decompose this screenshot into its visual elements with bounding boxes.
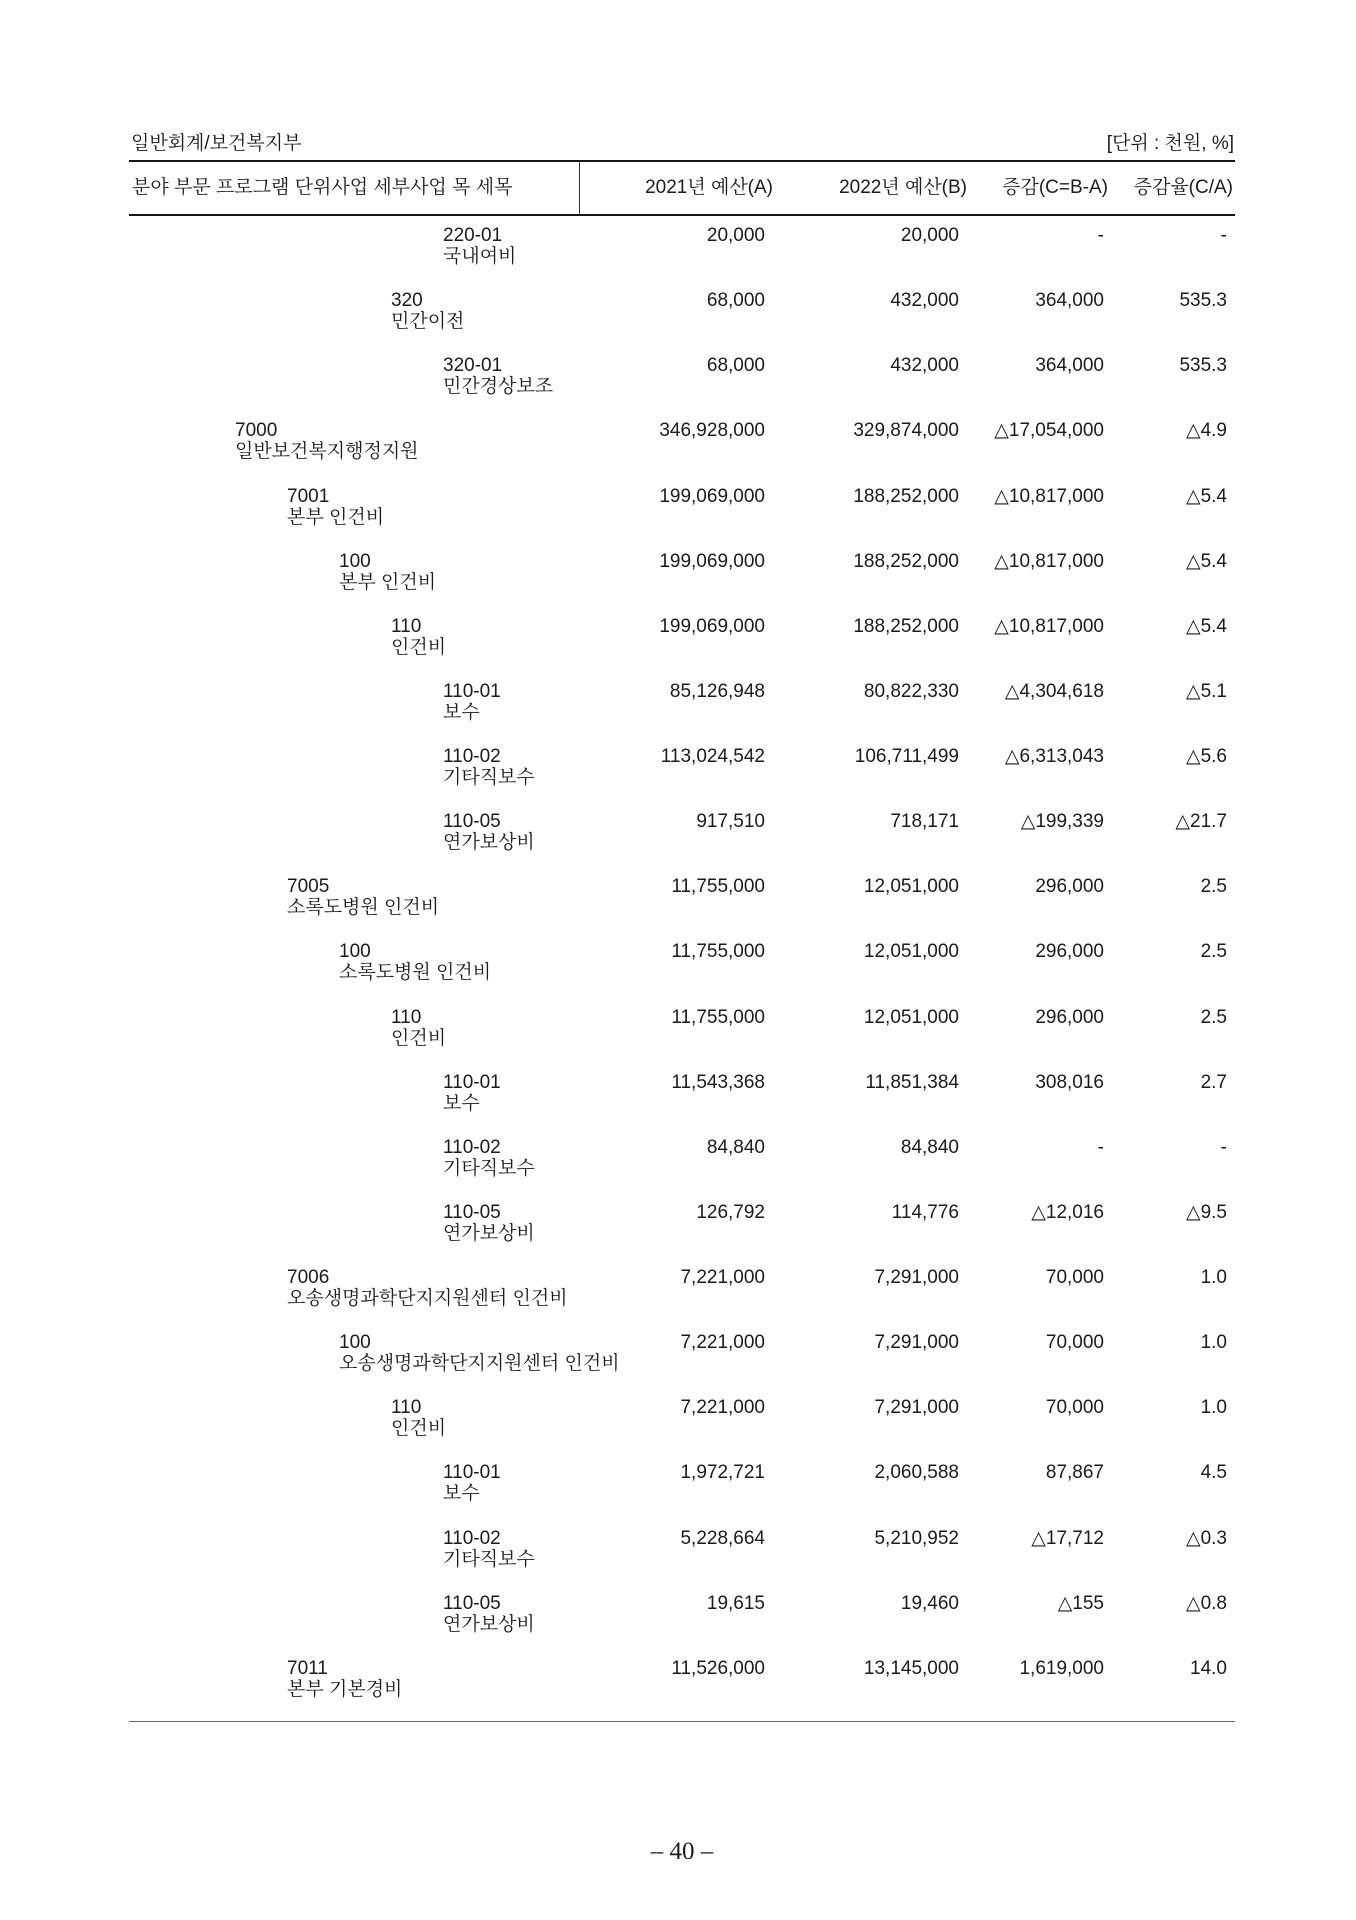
cell-change-rate: △0.3 [1185, 1527, 1227, 1549]
cell-budget-2022: 718,171 [890, 811, 959, 833]
row-code: 7011 [287, 1657, 328, 1679]
cell-budget-2021: 20,000 [706, 225, 765, 246]
cell-budget-2021: 113,024,542 [660, 746, 765, 767]
row-name: 연가보상비 [443, 1613, 535, 1635]
header-budget-2021 [580, 162, 775, 214]
row-label [129, 811, 580, 867]
row-label [129, 1267, 580, 1323]
table-row [129, 867, 1235, 932]
cell-budget-2022: 329,874,000 [853, 420, 959, 442]
section-label: 일반회계/보건복지부 [131, 133, 302, 154]
header-change-rate [1110, 162, 1235, 214]
header-name [129, 162, 580, 214]
row-code: 110-05 [443, 811, 501, 833]
row-code: 110 [391, 615, 422, 637]
cell-budget-2022: 432,000 [890, 355, 959, 377]
cell-budget-2022: 114,776 [891, 1201, 959, 1223]
cell-budget-2022: 13,145,000 [863, 1657, 959, 1679]
cell-budget-2021: 11,755,000 [671, 1006, 765, 1028]
table-row [129, 1128, 1235, 1193]
cell-budget-2022: 7,291,000 [874, 1332, 959, 1354]
row-name: 일반보건복지행정지원 [235, 441, 419, 463]
row-label [129, 1137, 580, 1193]
row-code: 320-01 [443, 355, 503, 377]
table-row [129, 802, 1235, 867]
table-row [129, 1584, 1235, 1649]
row-name: 본부 인건비 [339, 571, 437, 593]
row-label [129, 225, 580, 281]
cell-budget-2022: 11,851,384 [865, 1071, 959, 1093]
row-label [129, 616, 580, 672]
row-code: 100 [339, 550, 371, 572]
row-code: 110-01 [443, 680, 501, 702]
row-code: 7000 [235, 420, 278, 442]
header-budget-2021-label: 2021년 예산(A) [645, 177, 773, 198]
cell-budget-2022: 7,291,000 [874, 1397, 959, 1419]
row-code: 110 [391, 1006, 422, 1028]
cell-change: 70,000 [1045, 1397, 1104, 1419]
row-code: 110-05 [443, 1592, 501, 1614]
cell-change: △4,304,618 [1004, 680, 1104, 702]
row-code: 220-01 [443, 225, 503, 246]
cell-change: 87,867 [1045, 1462, 1104, 1484]
row-label [129, 1397, 580, 1453]
header-budget-2022 [775, 162, 969, 214]
table-row [129, 998, 1235, 1063]
cell-change: △10,817,000 [994, 615, 1104, 637]
row-name: 기타직보수 [443, 1157, 535, 1179]
cell-budget-2022: 19,460 [900, 1592, 959, 1614]
cell-budget-2021: 346,928,000 [659, 420, 765, 442]
cell-change-rate: 2.7 [1200, 1071, 1227, 1093]
cell-change-rate: △0.8 [1185, 1592, 1227, 1614]
cell-change: - [1097, 1136, 1104, 1158]
cell-change-rate: △5.4 [1185, 615, 1227, 637]
cell-change-rate: △4.9 [1185, 420, 1227, 442]
cell-budget-2021: 7,221,000 [680, 1267, 765, 1288]
row-label [129, 1072, 580, 1128]
cell-change-rate: 535.3 [1179, 290, 1227, 312]
row-code: 110 [391, 1397, 422, 1419]
table-row [129, 672, 1235, 737]
page-number: – 40 – [650, 1838, 714, 1865]
row-name: 기타직보수 [443, 767, 535, 788]
table-row [129, 411, 1235, 476]
cell-budget-2021: 11,543,368 [671, 1071, 765, 1093]
cell-change-rate: △9.5 [1185, 1201, 1227, 1223]
cell-budget-2022: 188,252,000 [853, 485, 959, 507]
header-budget-2022-label: 2022년 예산(B) [839, 177, 967, 198]
cell-budget-2021: 917,510 [696, 811, 765, 833]
cell-change: 296,000 [1035, 941, 1104, 963]
table-row [129, 542, 1235, 607]
cell-budget-2022: 12,051,000 [863, 876, 959, 898]
table-row [129, 346, 1235, 411]
row-label [129, 1658, 580, 1714]
table-row [129, 1649, 1235, 1714]
table-row [129, 932, 1235, 997]
header-change-label: 증감(C=B-A) [1002, 177, 1108, 198]
cell-budget-2021: 85,126,948 [669, 680, 765, 702]
row-code: 7001 [287, 485, 330, 507]
row-code: 110-02 [443, 1527, 501, 1549]
cell-change: - [1097, 225, 1104, 246]
table-row [129, 1388, 1235, 1453]
cell-change: 364,000 [1035, 355, 1104, 377]
row-label [129, 1202, 580, 1258]
row-label [129, 1332, 620, 1388]
cell-change: △17,054,000 [994, 420, 1104, 442]
cell-budget-2022: 12,051,000 [863, 941, 959, 963]
cell-change-rate: 4.5 [1200, 1462, 1227, 1484]
row-name: 보수 [443, 1483, 480, 1505]
cell-change-rate: 1.0 [1200, 1332, 1227, 1354]
table-row [129, 1193, 1235, 1258]
table-header-row [129, 160, 1235, 216]
cell-change: △10,817,000 [994, 550, 1104, 572]
cell-budget-2021: 68,000 [706, 355, 765, 377]
table-row [129, 737, 1235, 802]
cell-budget-2021: 11,755,000 [671, 876, 765, 898]
cell-change: △12,016 [1031, 1201, 1104, 1223]
cell-budget-2021: 11,755,000 [671, 941, 765, 963]
row-name: 연가보상비 [443, 1222, 535, 1244]
header-change-rate-label: 증감율(C/A) [1133, 177, 1233, 198]
row-label [129, 290, 580, 346]
cell-budget-2022: 20,000 [900, 225, 959, 246]
cell-budget-2022: 432,000 [890, 290, 959, 312]
cell-change: 70,000 [1045, 1267, 1104, 1288]
cell-change: 296,000 [1035, 876, 1104, 898]
cell-budget-2021: 11,526,000 [671, 1657, 765, 1679]
cell-budget-2021: 199,069,000 [659, 550, 765, 572]
cell-change: 364,000 [1035, 290, 1104, 312]
row-name: 소록도병원 인건비 [287, 897, 440, 919]
cell-budget-2021: 68,000 [706, 290, 765, 312]
cell-budget-2021: 7,221,000 [680, 1397, 765, 1419]
row-code: 7006 [287, 1267, 330, 1288]
row-code: 110-01 [443, 1071, 501, 1093]
table-row [129, 281, 1235, 346]
table-row [129, 1323, 1235, 1388]
row-label [129, 746, 580, 802]
table-row [129, 1453, 1235, 1518]
cell-budget-2021: 7,221,000 [680, 1332, 765, 1354]
cell-change-rate: 2.5 [1200, 1006, 1227, 1028]
row-code: 110-05 [443, 1201, 501, 1223]
cell-change: 1,619,000 [1019, 1657, 1104, 1679]
row-name: 보수 [443, 701, 480, 723]
cell-budget-2022: 188,252,000 [853, 615, 959, 637]
cell-budget-2022: 84,840 [900, 1136, 959, 1158]
row-name: 인건비 [391, 1027, 447, 1049]
cell-budget-2022: 80,822,330 [863, 680, 959, 702]
row-code: 7005 [287, 876, 330, 898]
cell-change-rate: 2.5 [1200, 876, 1227, 898]
cell-budget-2021: 84,840 [706, 1136, 765, 1158]
cell-change-rate: △21.7 [1175, 811, 1227, 833]
header-change [969, 162, 1110, 214]
row-label [129, 876, 580, 932]
row-label [129, 1593, 580, 1649]
table-body [129, 216, 1235, 1722]
row-code: 320 [391, 290, 423, 312]
cell-change: 308,016 [1035, 1071, 1104, 1093]
table-row [129, 1258, 1235, 1323]
row-label [129, 1528, 580, 1584]
cell-budget-2022: 2,060,588 [874, 1462, 959, 1484]
cell-change-rate: 2.5 [1200, 941, 1227, 963]
cell-change: △199,339 [1020, 811, 1104, 833]
cell-budget-2021: 199,069,000 [659, 615, 765, 637]
cell-budget-2022: 7,291,000 [874, 1267, 959, 1288]
row-label [129, 681, 580, 737]
cell-change: △6,313,043 [1004, 746, 1104, 767]
cell-budget-2021: 126,792 [696, 1201, 765, 1223]
row-code: 100 [339, 941, 371, 963]
row-name: 오송생명과학단지지원센터 인건비 [339, 1353, 620, 1375]
row-label [129, 355, 580, 411]
cell-change: △10,817,000 [994, 485, 1104, 507]
cell-budget-2021: 199,069,000 [659, 485, 765, 507]
cell-change-rate: △5.4 [1185, 550, 1227, 572]
cell-budget-2021: 1,972,721 [680, 1462, 765, 1484]
row-name: 본부 인건비 [287, 506, 385, 528]
row-name: 연가보상비 [443, 832, 535, 854]
row-label [129, 1007, 580, 1063]
row-label [129, 551, 580, 607]
cell-change: 70,000 [1045, 1332, 1104, 1354]
row-code: 110-02 [443, 746, 501, 767]
cell-change-rate: △5.6 [1185, 746, 1227, 767]
cell-change: 296,000 [1035, 1006, 1104, 1028]
table-row [129, 1519, 1235, 1584]
table-row [129, 1063, 1235, 1128]
row-name: 오송생명과학단지지원센터 인건비 [287, 1288, 568, 1309]
cell-budget-2022: 5,210,952 [874, 1527, 959, 1549]
table-row [129, 607, 1235, 672]
row-label [129, 1462, 580, 1518]
cell-budget-2022: 188,252,000 [853, 550, 959, 572]
row-name: 보수 [443, 1092, 480, 1114]
cell-change-rate: 535.3 [1179, 355, 1227, 377]
row-label [129, 486, 580, 542]
cell-budget-2021: 5,228,664 [680, 1527, 765, 1549]
row-name: 본부 기본경비 [287, 1678, 403, 1700]
cell-budget-2022: 12,051,000 [863, 1006, 959, 1028]
cell-change: △17,712 [1031, 1527, 1104, 1549]
row-name: 민간이전 [391, 311, 465, 333]
row-code: 100 [339, 1332, 371, 1354]
cell-change: △155 [1057, 1592, 1104, 1614]
cell-change-rate: 1.0 [1200, 1397, 1227, 1419]
cell-change-rate: - [1220, 1136, 1227, 1158]
row-label [129, 420, 580, 476]
row-name: 기타직보수 [443, 1548, 535, 1570]
row-name: 국내여비 [443, 246, 517, 267]
row-label [129, 941, 580, 997]
row-name: 인건비 [391, 636, 447, 658]
cell-change-rate: 14.0 [1190, 1657, 1227, 1679]
row-name: 민간경상보조 [443, 376, 554, 398]
cell-change-rate: △5.4 [1185, 485, 1227, 507]
row-name: 소록도병원 인건비 [339, 962, 492, 984]
cell-budget-2021: 19,615 [706, 1592, 765, 1614]
cell-budget-2022: 106,711,499 [854, 746, 959, 767]
table-row [129, 216, 1235, 281]
row-code: 110-02 [443, 1136, 501, 1158]
cell-change-rate: - [1220, 225, 1227, 246]
budget-table [129, 160, 1235, 1722]
cell-change-rate: △5.1 [1185, 680, 1227, 702]
row-name: 인건비 [391, 1418, 447, 1440]
cell-change-rate: 1.0 [1200, 1267, 1227, 1288]
header-name-label: 분야 부문 프로그램 단위사업 세부사업 목 세목 [132, 177, 513, 198]
row-code: 110-01 [443, 1462, 501, 1484]
unit-label: [단위 : 천원, %] [1106, 133, 1234, 154]
table-row [129, 477, 1235, 542]
